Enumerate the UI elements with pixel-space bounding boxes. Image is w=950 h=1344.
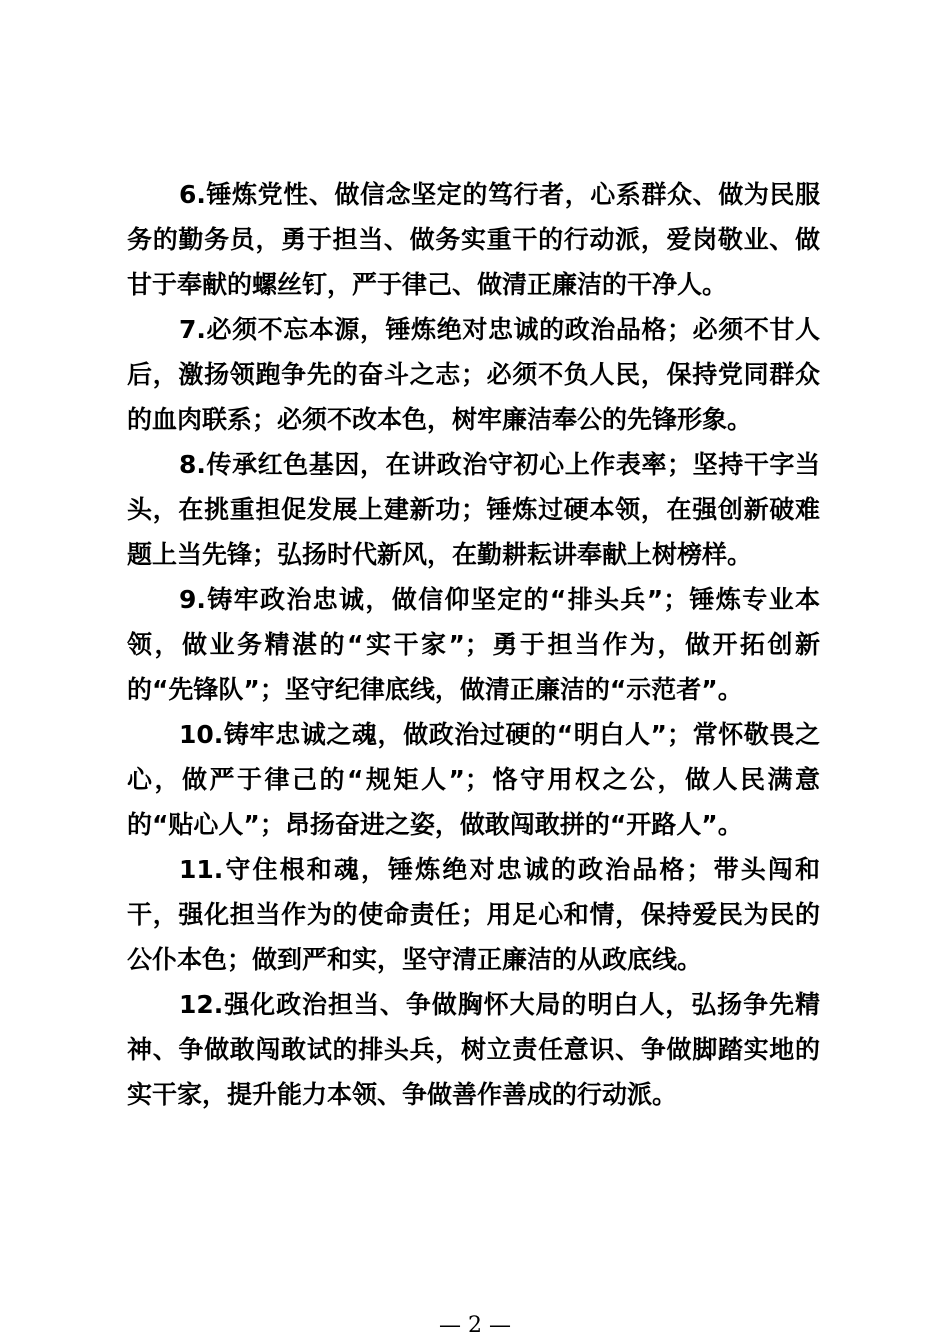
paragraph-9: 9.铸牢政治忠诚，做信仰坚定的“排头兵”；锤炼专业本领，做业务精湛的“实干家”；勇于担当作为，做开拓创新的“先锋队”；坚守纪律底线，做清正廉洁的“示范者”。 <box>127 585 820 704</box>
paragraph-10: 10.铸牢忠诚之魂，做政治过硬的“明白人”；常怀敬畏之心，做严于律己的“规矩人”；恪守用权之公，做人民满意的“贴心人”；昂扬奋进之姿，做敢闯敢拼的“开路人”。 <box>127 720 820 839</box>
paragraph-6: 6.锤炼党性、做信念坚定的笃行者，心系群众、做为民服务的勤务员，勇于担当、做务实重干的行动派，爱岗敬业、做甘于奉献的螺丝钉，严于律己、做清正廉洁的干净人。 <box>127 180 820 299</box>
paragraph-12: 12.强化政治担当、争做胸怀大局的明白人，弘扬争先精神、争做敢闯敢试的排头兵，树立责任意识、争做脚踏实地的实干家，提升能力本领、争做善作善成的行动派。 <box>127 990 820 1109</box>
page-number: — 2 — <box>439 1313 511 1338</box>
paragraph-11: 11.守住根和魂，锤炼绝对忠诚的政治品格；带头闯和干，强化担当作为的使命责任；用足心和情，保持爱民为民的公仆本色；做到严和实，坚守清正廉洁的从政底线。 <box>127 855 820 974</box>
document-body <box>127 172 820 1117</box>
paragraph-8: 8.传承红色基因，在讲政治守初心上作表率；坚持干字当头，在挑重担促发展上建新功；锤炼过硬本领，在强创新破难题上当先锋；弘扬时代新风，在勤耕耘讲奉献上树榜样。 <box>127 450 820 569</box>
paragraph-7: 7.必须不忘本源，锤炼绝对忠诚的政治品格；必须不甘人后，激扬领跑争先的奋斗之志；必须不负人民，保持党同群众的血肉联系；必须不改本色，树牢廉洁奉公的先锋形象。 <box>127 315 820 434</box>
